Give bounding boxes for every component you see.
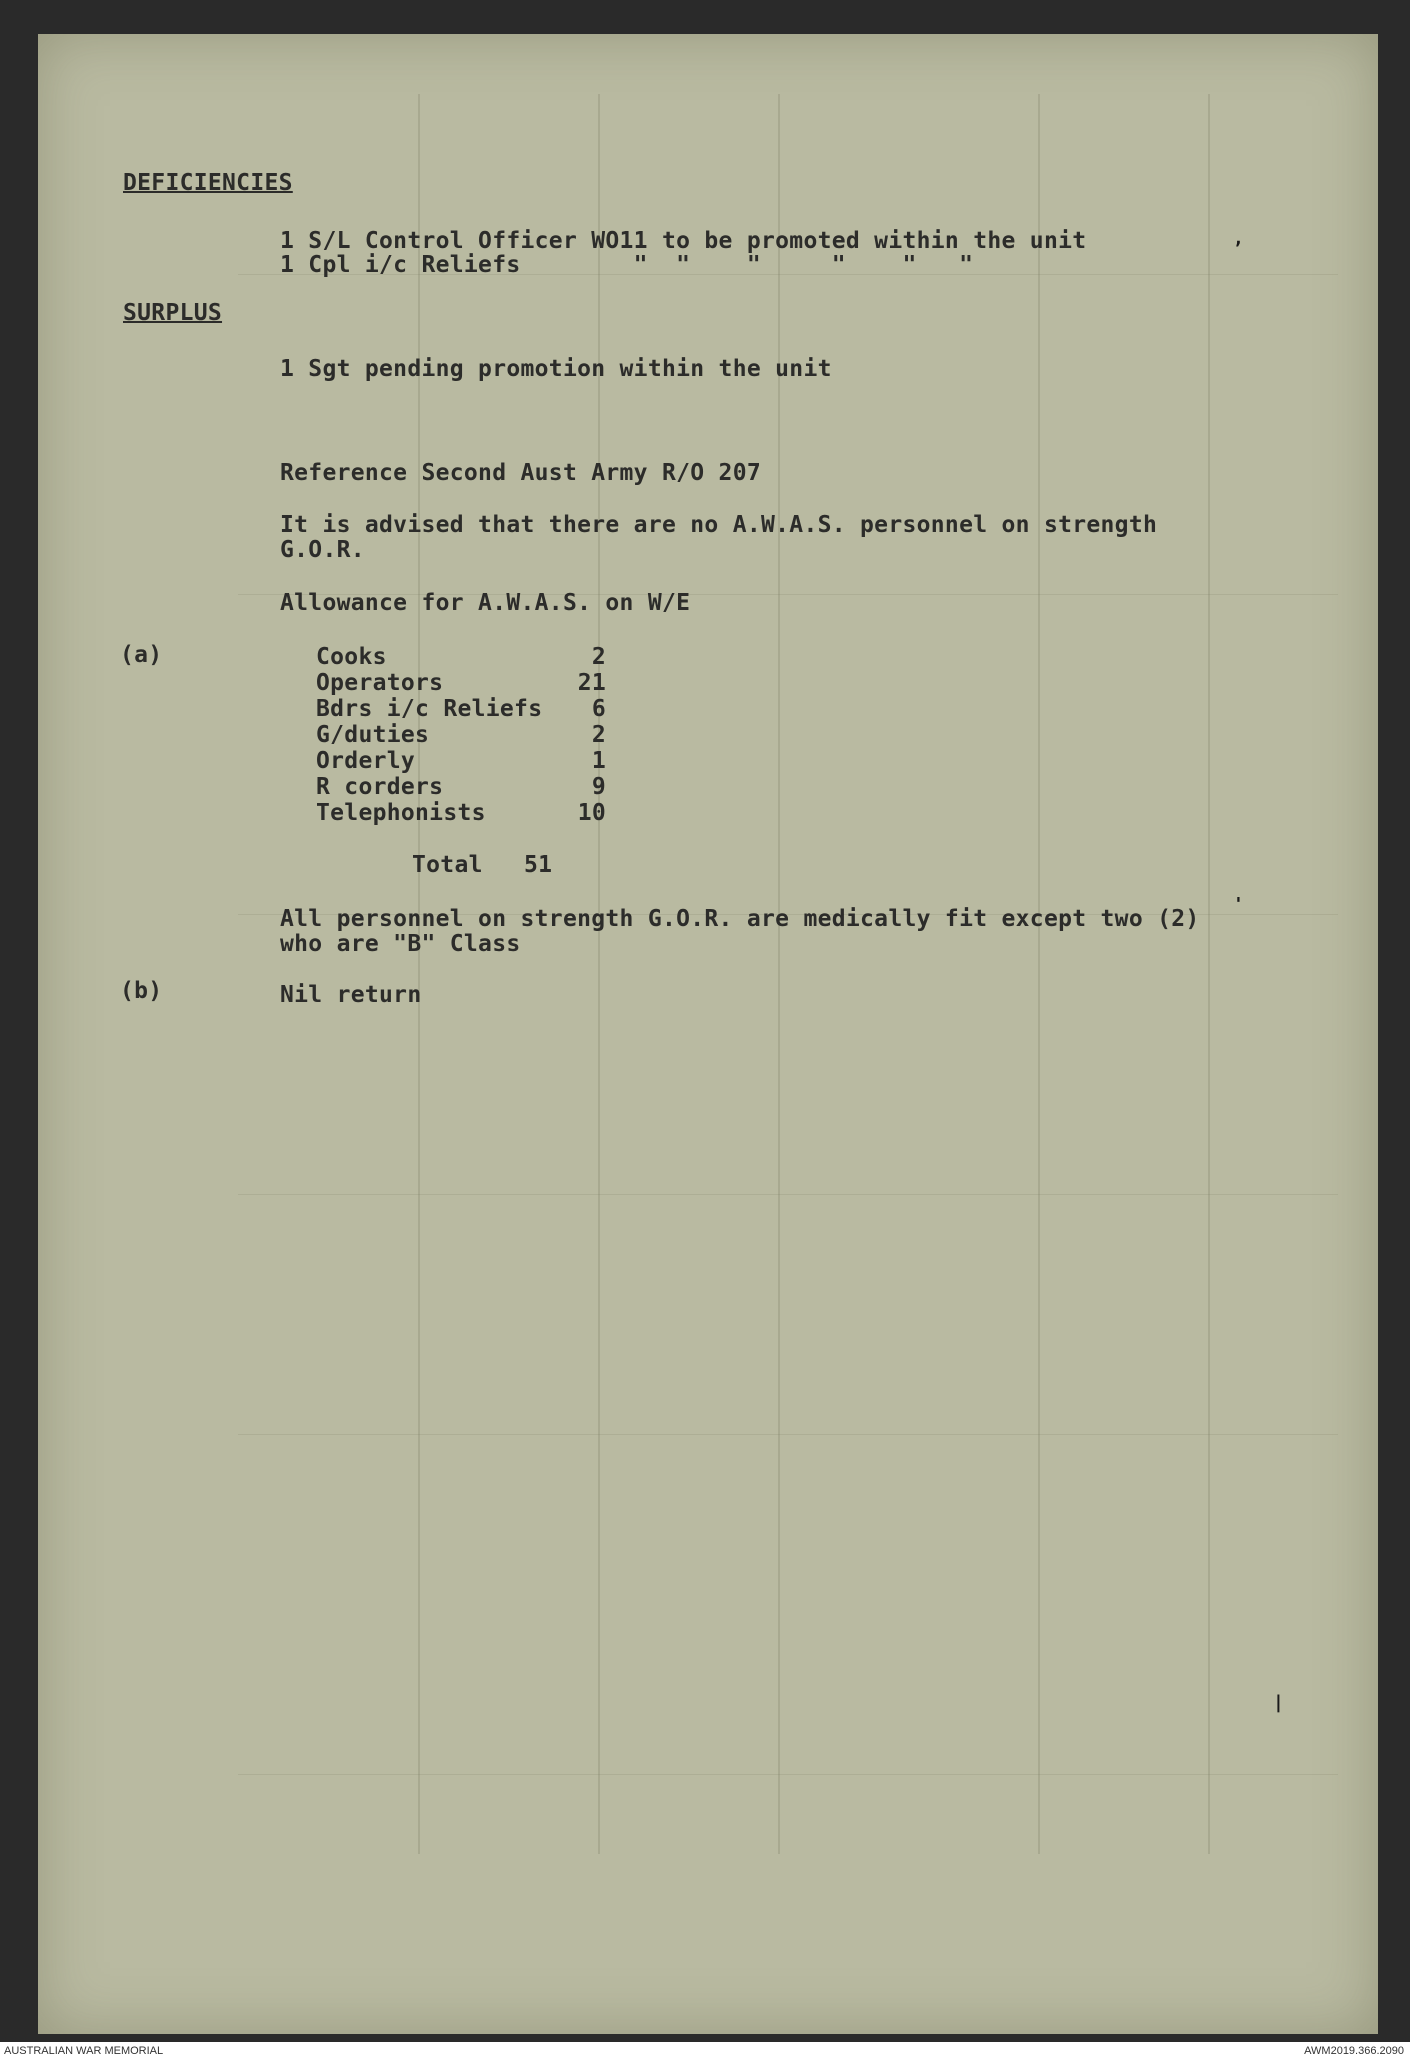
bleed-through-line [238, 1194, 1338, 1195]
section-b-label: (b) [120, 978, 163, 1004]
allowance-label: Cooks [316, 644, 387, 670]
medical-line: All personnel on strength G.O.R. are medically fit except two (2) [280, 906, 1200, 932]
document-page [38, 34, 1378, 2034]
margin-tick-mark: | [1273, 1692, 1284, 1713]
surplus-heading: SURPLUS [123, 300, 223, 326]
bleed-through-line [1208, 94, 1210, 1854]
allowance-value: 9 [591, 774, 606, 800]
bleed-through-line [238, 1434, 1338, 1435]
advice-line: G.O.R. [280, 537, 365, 563]
allowance-value: 10 [577, 800, 606, 826]
footer-right: AWM2019.366.2090 [1304, 2045, 1404, 2057]
footer-left: AUSTRALIAN WAR MEMORIAL [4, 2045, 164, 2057]
margin-tick-mark: ' [1233, 894, 1244, 915]
allowance-label: Orderly [316, 748, 416, 774]
deficiency-line: 1 S/L Control Officer WO11 to be promoted within the unit [280, 228, 1087, 254]
medical-line: who are "B" Class [280, 931, 521, 957]
reference-line: Reference Second Aust Army R/O 207 [280, 460, 762, 486]
total-value: 51 [524, 852, 553, 878]
bleed-through-line [238, 1774, 1338, 1775]
bleed-through-line [1038, 94, 1040, 1854]
footer-bar [0, 2042, 1410, 2061]
allowance-value: 6 [591, 696, 606, 722]
advice-line: It is advised that there are no A.W.A.S. personnel on strength [280, 512, 1158, 538]
section-a-label: (a) [120, 642, 163, 668]
allowance-value: 2 [591, 644, 606, 670]
allowance-label: Bdrs i/c Reliefs [316, 696, 543, 722]
allowance-label: G/duties [316, 722, 430, 748]
nil-return: Nil return [280, 982, 422, 1008]
total-label: Total [412, 852, 483, 878]
allowance-label: Telephonists [316, 800, 486, 826]
allowance-value: 1 [591, 748, 606, 774]
allowance-label: R corders [316, 774, 444, 800]
allowance-value: 2 [591, 722, 606, 748]
deficiencies-heading: DEFICIENCIES [123, 170, 293, 196]
allowance-value: 21 [577, 670, 606, 696]
allowance-title: Allowance for A.W.A.S. on W/E [280, 590, 691, 616]
margin-tick-mark: , [1233, 228, 1244, 249]
surplus-line: 1 Sgt pending promotion within the unit [280, 356, 832, 382]
allowance-label: Operators [316, 670, 444, 696]
deficiency-line: 1 Cpl i/c Reliefs " " " " " " [280, 252, 974, 278]
